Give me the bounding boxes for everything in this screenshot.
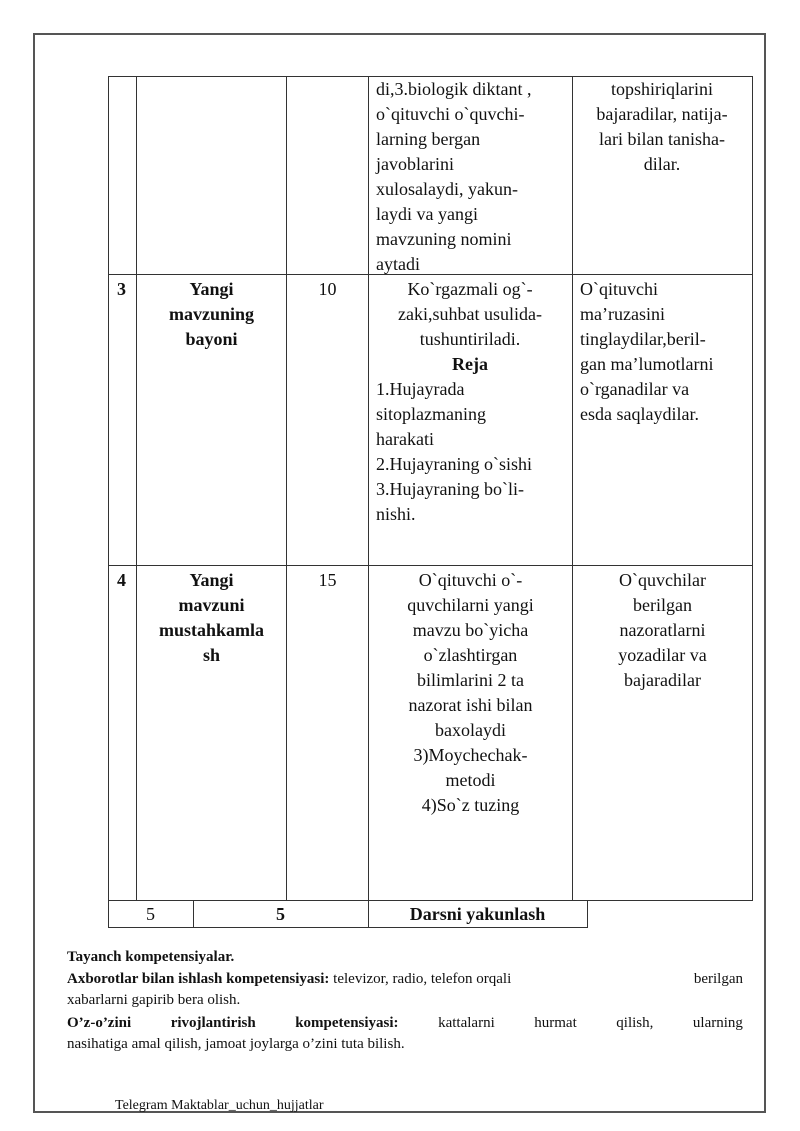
row-number-3: 3 [117,279,126,299]
plan-heading: Reja [452,354,488,374]
text-line: mavzuning [168,304,255,324]
self-competency-label-word: O’z-o’zini [67,1015,132,1031]
text-line: o`qituvchi o`quvchi- [376,104,525,124]
text-line: gan ma’lumotlarni [580,354,714,374]
text-line: bayoni [185,329,238,349]
text-line: ma’ruzasini [580,304,665,324]
row-number-5: 5 [146,904,155,924]
text-line: o`zlashtirgan [423,645,518,665]
plan-item: 1.Hujayrada [376,379,465,399]
text-line: quvchilarni yangi [407,595,534,615]
text-line: O`quvchilar [619,570,706,590]
text-line: bilimlarini 2 ta [417,670,524,690]
text-line: berilgan [633,595,692,615]
text-line: nazorat ishi bilan [408,695,533,715]
text-line: 3)Moychechak- [413,745,528,765]
text-line: O`qituvchi [580,279,658,299]
self-competency-word: ularning [692,1015,743,1031]
text-line: nazoratlarni [619,620,706,640]
text-line: aytadi [376,254,420,274]
cell-stage-4 [137,568,286,668]
competencies-heading: Tayanch kompetensiyalar. [67,949,235,965]
self-competency-label-word: rivojlantirish [170,1015,256,1031]
row-number-4: 4 [117,570,126,590]
info-competency-line1 [67,968,743,990]
text-line: Ko`rgazmali og`- [407,279,533,299]
self-competency-word: hurmat [534,1015,577,1031]
text-line: O`qituvchi o`- [418,570,523,590]
col-divider [286,76,287,901]
text-line: Yangi [189,570,234,590]
cell-time-4: 15 [318,570,337,590]
plan-item: 3.Hujayraning bo`li- [376,479,524,499]
col-divider [572,76,573,901]
self-competency-word: kattalarni [438,1015,495,1031]
text-line: topshiriqlarini [611,79,713,99]
plan-item: sitoplazmaning [376,404,486,424]
info-competency-label: Axborotlar bilan ishlash kompetensiyasi: [67,971,330,987]
table-border-bottom [108,927,588,928]
text-line: mavzuning nomini [376,229,512,249]
cell-student-activity-4 [573,568,752,693]
text-line: bajaradilar, natija- [596,104,728,124]
footer-telegram-note: Telegram Maktablar_uchun_hujjatlar [115,1098,324,1113]
text-line: di,3.biologik diktant , [376,79,532,99]
text-line: zaki,suhbat usulida- [398,304,542,324]
cell-teacher-activity-cont [376,77,570,277]
self-competency-label-word: kompetensiyasi: [295,1015,399,1031]
cell-stage-5: Darsni yakunlash [409,904,546,924]
text-line: javoblarini [376,154,454,174]
text-line: metodi [445,770,496,790]
text-line: mavzuni [178,595,245,615]
cell-student-activity-3 [580,277,752,427]
self-competency-word: qilish, [616,1015,654,1031]
text-line: dilar. [643,154,681,174]
text-line: o`rganadilar va [580,379,690,399]
info-competency-line2: xabarlarni gapirib bera olish. [67,992,241,1008]
cell-time-3: 10 [318,279,337,299]
row-divider [108,565,753,566]
text-line: tushuntiriladi. [419,329,521,349]
text-line: tinglaydilar,beril- [580,329,706,349]
row-divider [108,900,753,901]
text-line: Yangi [189,279,234,299]
text-line: bajaradilar [624,670,701,690]
cell-teacher-activity-3 [376,277,572,527]
text-line: mustahkamla [158,620,265,640]
text-line: yozadilar va [618,645,707,665]
self-competency-line2: nasihatiga amal qilish, jamoat joylarga o’zini tuta bilish. [67,1036,405,1052]
self-competency-line1 [67,1012,743,1034]
table-border-right [752,76,753,901]
text-line: laydi va yangi [376,204,478,224]
text-line: sh [202,645,220,665]
text-line: esda saqlaydilar. [580,404,699,424]
text-line: 4)So`z tuzing [421,795,520,815]
plan-item: nishi. [376,504,416,524]
cell-student-activity-cont [572,77,752,177]
text-line: larning bergan [376,129,481,149]
table-border-left [108,76,109,927]
text-line: lari bilan tanisha- [599,129,725,149]
col-divider [136,76,137,901]
cell-time-5: 5 [276,904,285,924]
text-line: xulosalaydi, yakun- [376,179,518,199]
plan-item: 2.Hujayraning o`sishi [376,454,532,474]
text-line: mavzu bo`yicha [412,620,529,640]
cell-stage-3 [137,277,286,352]
info-competency-text: televizor, radio, telefon orqali [333,971,512,987]
text-line: baxolaydi [435,720,506,740]
plan-item: harakati [376,429,434,449]
info-competency-text-end: berilgan [693,971,743,987]
cell-teacher-activity-4 [369,568,572,818]
col-divider [587,900,588,927]
